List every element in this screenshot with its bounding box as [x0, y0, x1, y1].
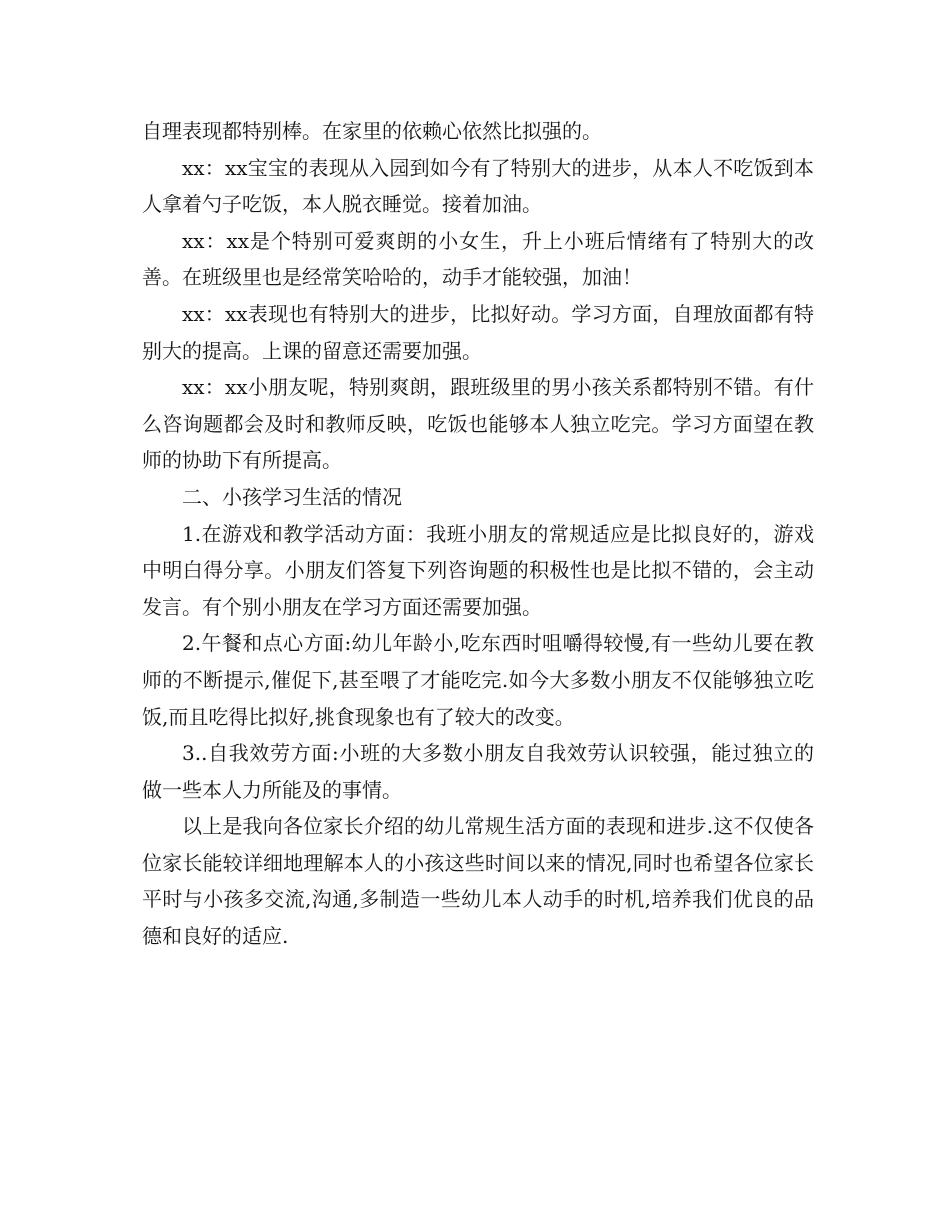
paragraph-item-1: 1.在游戏和教学活动方面：我班小朋友的常规适应是比拟良好的，游戏中明白得分享。小朋友们答复下列咨询题的积极性也是比拟不错的，会主动发言。有个别小朋友在学习方面还需要加强。: [142, 521, 814, 619]
paragraph-item-3: 3..自我效劳方面:小班的大多数小朋友自我效劳认识较强，能过独立的做一些本人力所能及的事情。: [142, 741, 814, 802]
paragraph-comment-2: xx：xx是个特别可爱爽朗的小女生，升上小班后情绪有了特别大的改善。在班级里也是经常笑哈哈的，动手才能较强，加油！: [142, 228, 814, 290]
paragraph-item-2: 2.午餐和点心方面:幼儿年龄小,吃东西时咀嚼得较慢,有一些幼儿要在教师的不断提示,催促下,甚至喂了才能吃完.如今大多数小朋友不仅能够独立吃饭,而且吃得比拟好,挑食现象也有了较大的改变。: [142, 631, 814, 729]
paragraph-comment-1: xx：xx宝宝的表现从入园到如今有了特别大的进步，从本人不吃饭到本人拿着勺子吃饭，本人脱衣睡觉。接着加油。: [142, 155, 814, 217]
document-body: [142, 113, 814, 955]
section-heading: 二、小孩学习生活的情况: [182, 484, 402, 509]
paragraph-conclusion: 以上是我向各位家长介绍的幼儿常规生活方面的表现和进步.这不仅使各位家长能较详细地理解本人的小孩这些时间以来的情况,同时也希望各位家长平时与小孩多交流,沟通,多制造一些幼儿本人动手的时机,培养我们优良的品德和良好的适应.: [142, 814, 814, 949]
paragraph-continuation: 自理表现都特别棒。在家里的依赖心依然比拟强的。: [142, 119, 602, 143]
paragraph-comment-4: xx：xx小朋友呢，特别爽朗，跟班级里的男小孩关系都特别不错。有什么咨询题都会及时和教师反映，吃饭也能够本人独立吃完。学习方面望在教师的协助下有所提高。: [142, 375, 814, 473]
paragraph-comment-3: xx：xx表现也有特别大的进步，比拟好动。学习方面，自理放面都有特别大的提高。上课的留意还需要加强。: [142, 301, 814, 363]
